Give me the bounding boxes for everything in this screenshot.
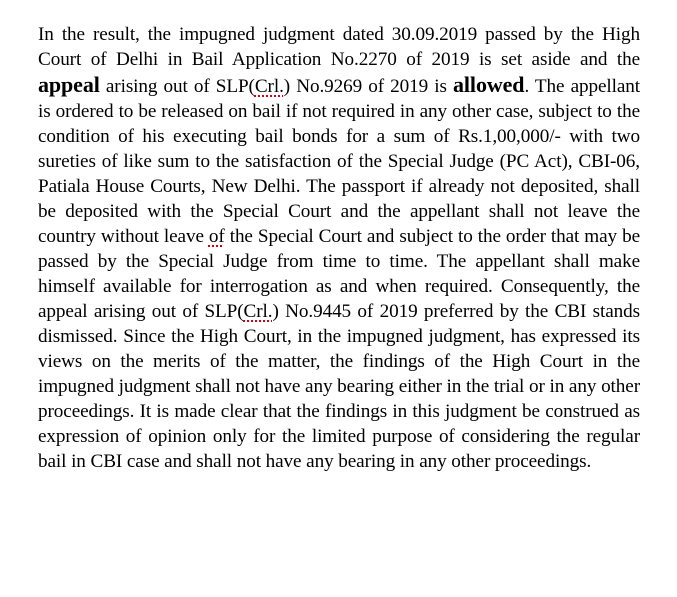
text-segment: ) No.9269 of 2019 is <box>283 76 454 97</box>
text-segment: the Special Court and subject to the order that may be passed by the Special Judge from time to time. The appellant shall make himself available for interrogation as and when required. Consequently, the appeal arising out of SLP( <box>38 226 640 322</box>
judgment-paragraph <box>38 22 640 474</box>
spellcheck-word-of: of <box>208 226 225 247</box>
emphasis-appeal: appeal <box>38 72 100 97</box>
text-segment: ) No.9445 of 2019 preferred by the CBI stands dismissed. Since the High Court, in the impugned judgment, has expressed its views on the merits of the matter, the findings of the High Court in the impugned judgment shall not have any bearing either in the trial or in any other proceedings. It is made clear that the findings in this judgment be construed as expression of opinion only for the limited purpose of considering the regular bail in CBI case and shall not have any bearing in any other proceedings. <box>38 301 640 472</box>
text-segment: In the result, the impugned judgment dated 30.09.2019 passed by the High Court of Delhi in Bail Application No.2270 of 2019 is set aside and the <box>38 24 640 70</box>
text-segment: . The appellant is ordered to be released on bail if not required in any other case, subject to the condition of his executing bail bonds for a sum of Rs.1,00,000/- with two sureties of like sum to the satisfaction of the Special Judge (PC Act), CBI-06, Patiala House Courts, New Delhi. The passport if already not deposited, shall be deposited with the Special Court and the appellant shall not leave the country without leave <box>38 76 641 247</box>
emphasis-allowed: allowed <box>453 72 525 97</box>
spellcheck-word-crl: Crl. <box>254 76 284 97</box>
text-segment: arising out of SLP( <box>99 76 255 97</box>
spellcheck-word-crl: Crl. <box>243 301 273 322</box>
